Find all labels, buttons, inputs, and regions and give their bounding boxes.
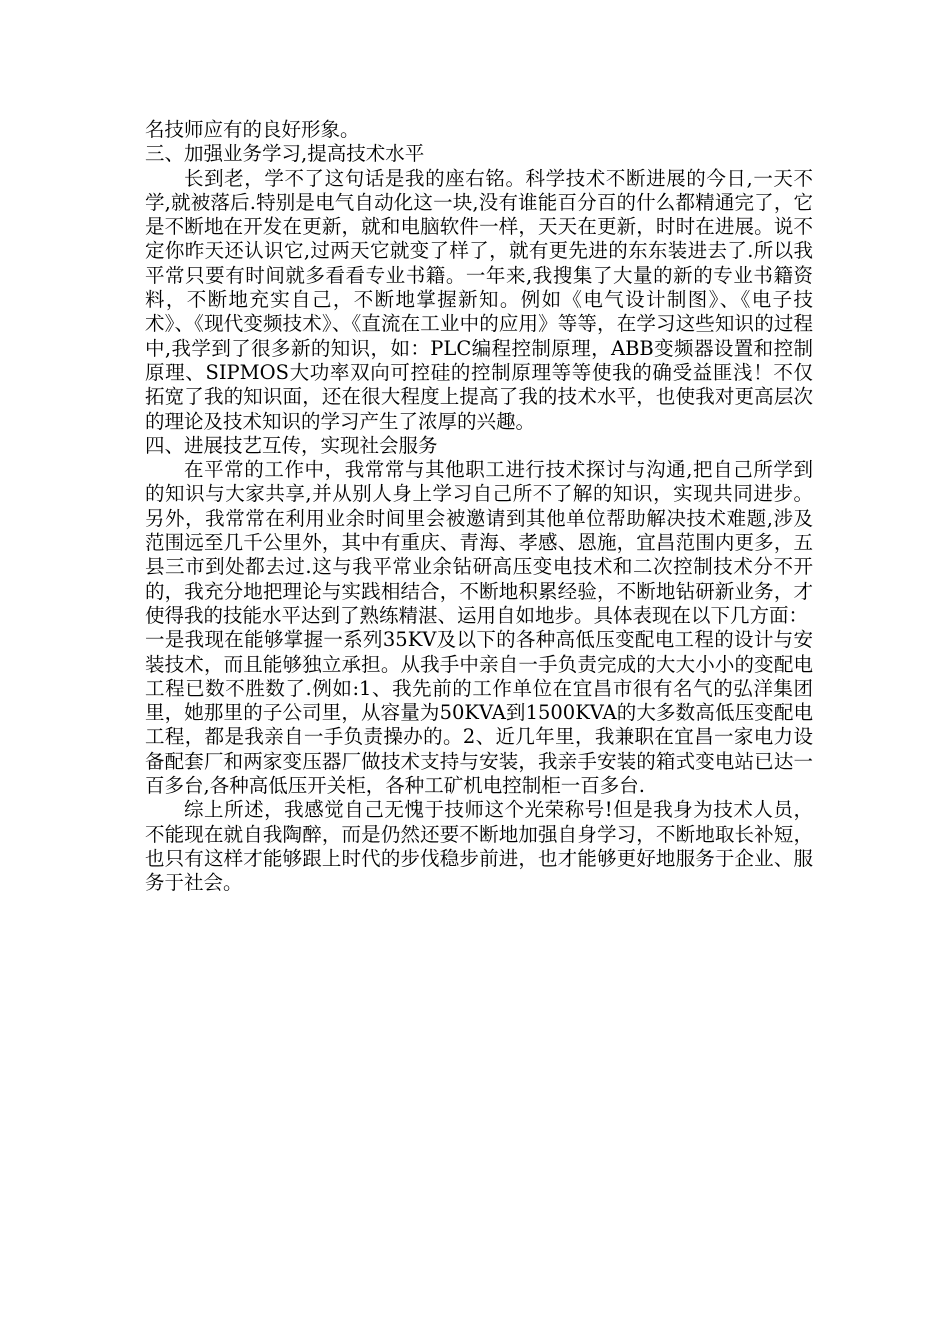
section-4-paragraph: 在平常的工作中，我常常与其他职工进行技术探讨与沟通,把自己所学到的知识与大家共享,并从别人身上学习自己所不了解的知识，实现共同进步。另外，我常常在利用业余时间里会被邀请到其他单位帮助解决技术难题,涉及范围远至几千公里外，其中有重庆、青海、孝感、恩施，宜昌范围内更多，五县三市到处都去过.这与我平常业余钻研高压变电技术和二次控制技术分不开的，我充分地把理论与实践相结合，不断地积累经验，不断地钻研新业务，才使得我的技能水平达到了熟练精湛、运用自如地步。具体表现在以下几方面： bbox=[145, 458, 813, 627]
section-4-heading: 四、进展技艺互传，实现社会服务 bbox=[145, 433, 438, 457]
section-3-heading: 三、加强业务学习,提高技术水平 bbox=[145, 142, 425, 166]
continuation-text: 名技师应有的良好形象。 bbox=[145, 118, 360, 141]
section-4-detail: 一是我现在能够掌握一系列35KV及以下的各种高低压变配电工程的设计与安装技术，而且能够独立承担。从我手中亲自一手负责完成的大大小小的变配电工程已数不胜数了.例如:1、我先前的工作单位在宜昌市很有名气的弘洋集团里，她那里的子公司里，从容量为50KVA到1500KVA的大多数高低压变配电工程，都是我亲自一手负责操办的。2、近几年里，我兼职在宜昌一家电力设备配套厂和两家变压器厂做技术支持与安装，我亲手安装的箱式变电站已达一百多台,各种高低压开关柜，各种工矿机电控制柜一百多台. bbox=[145, 628, 813, 798]
document-page bbox=[145, 118, 813, 896]
conclusion-paragraph: 综上所述，我感觉自己无愧于技师这个光荣称号!但是我身为技术人员，不能现在就自我陶醉，而是仍然还要不断地加强自身学习，不断地取长补短，也只有这样才能够跟上时代的步伐稳步前进，也才能够更好地服务于企业、服务于社会。 bbox=[145, 798, 813, 895]
section-3-paragraph: 长到老，学不了这句话是我的座右铭。科学技术不断进展的今日,一天不学,就被落后.特别是电气自动化这一块,没有谁能百分百的什么都精通完了，它是不断地在开发在更新，就和电脑软件一样，天天在更新，时时在进展。说不定你昨天还认识它,过两天它就变了样了，就有更先进的东东装进去了.所以我平常只要有时间就多看看专业书籍。一年来,我搜集了大量的新的专业书籍资料，不断地充实自己，不断地掌握新知。例如《电气设计制图》、《电子技术》、《现代变频技术》、《直流在工业中的应用》等等，在学习这些知识的过程中,我学到了很多新的知识，如：PLC编程控制原理，ABB变频器设置和控制原理、SIPMOS大功率双向可控硅的控制原理等等使我的确受益匪浅！不仅拓宽了我的知识面，还在很大程度上提高了我的技术水平，也使我对更高层次的理论及技术知识的学习产生了浓厚的兴趣。 bbox=[145, 166, 813, 433]
